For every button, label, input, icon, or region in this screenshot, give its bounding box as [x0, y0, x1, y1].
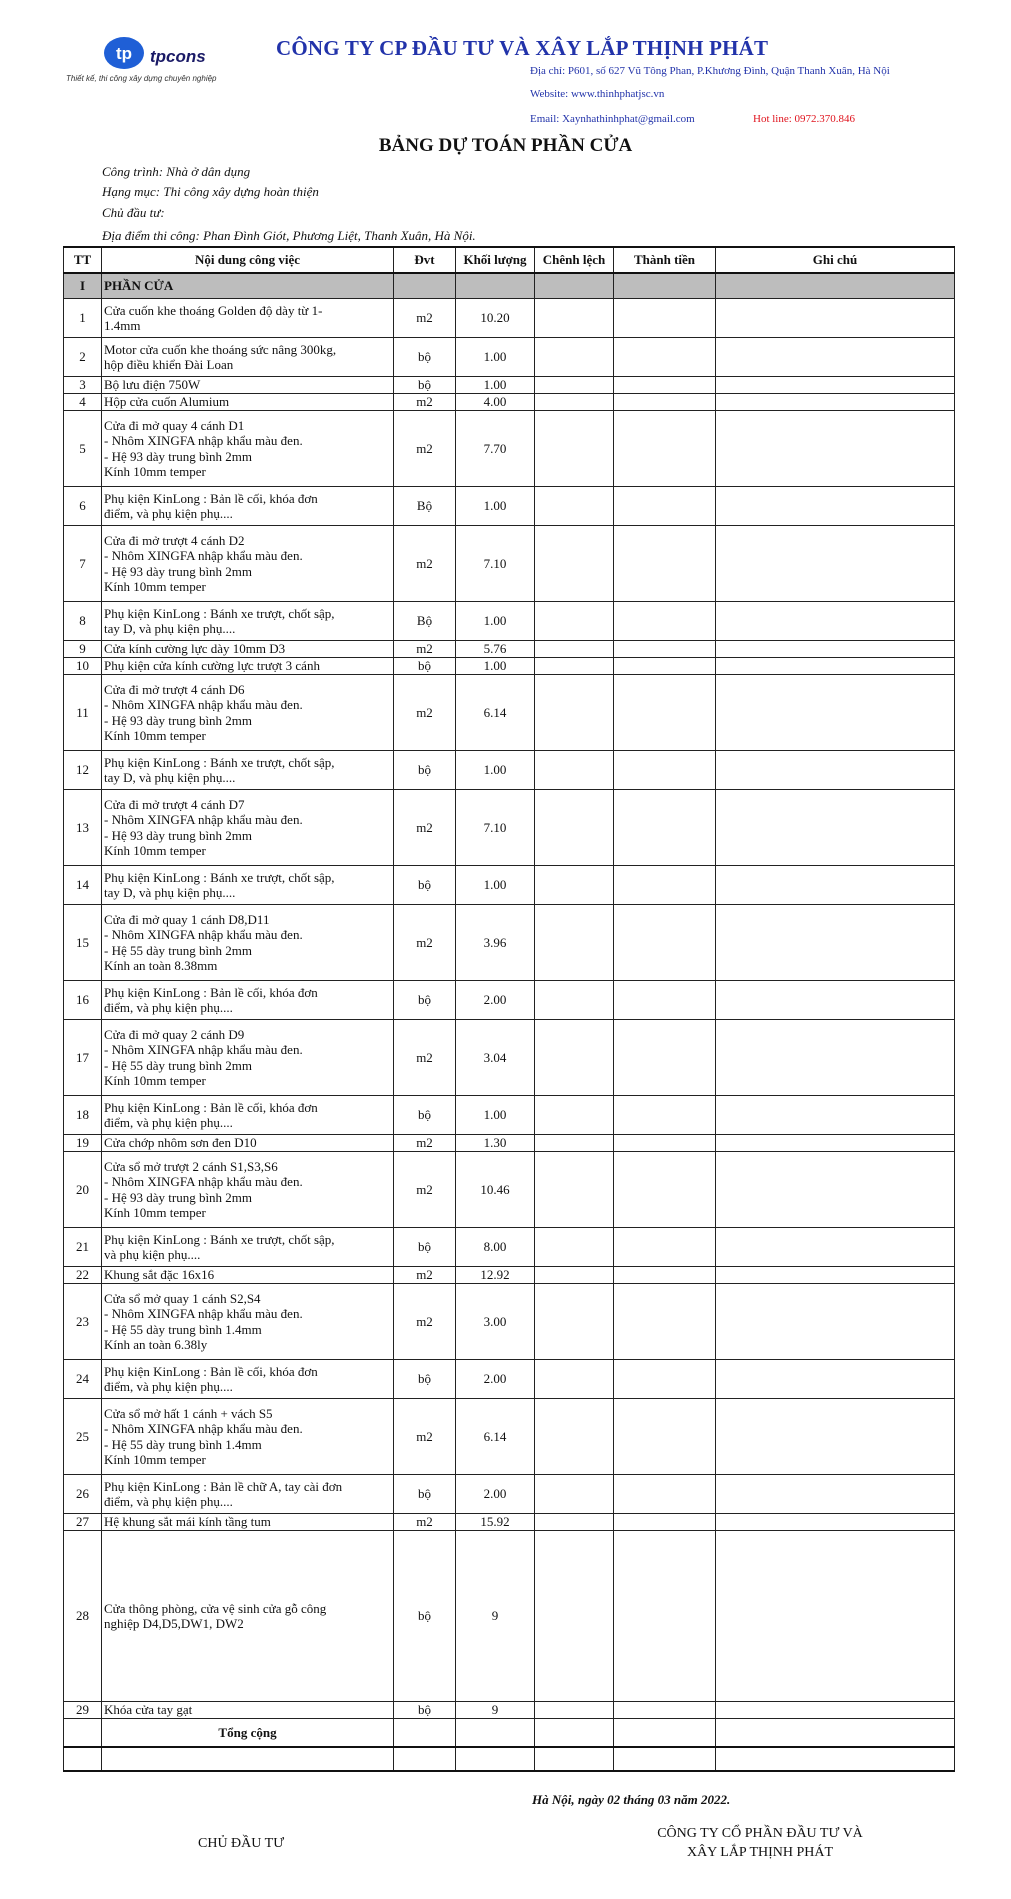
meta-owner: Chủ đầu tư:	[102, 205, 165, 220]
meta-location: Địa điểm thi công: Phan Đình Giót, Phương Liệt, Thanh Xuân, Hà Nội.	[102, 228, 476, 243]
col-header-notes: Ghi chú	[716, 247, 955, 273]
row-difference	[535, 1267, 614, 1284]
row-unit: bộ	[394, 658, 456, 675]
table-row	[64, 981, 955, 1020]
row-difference	[535, 981, 614, 1020]
row-quantity: 9	[456, 1531, 535, 1702]
meta-project: Công trình: Nhà ở dân dụng	[102, 164, 251, 179]
row-notes	[716, 1475, 955, 1514]
table-row	[64, 1475, 955, 1514]
row-number: 10	[64, 658, 102, 675]
svg-text:tp: tp	[115, 44, 133, 63]
row-unit: Bộ	[394, 602, 456, 641]
row-unit: m2	[394, 1020, 456, 1096]
row-notes	[716, 602, 955, 641]
row-difference	[535, 790, 614, 866]
section-row	[64, 273, 955, 299]
row-difference	[535, 1152, 614, 1228]
row-description: Cửa đi mở trượt 4 cánh D7 - Nhôm XINGFA nhập khẩu màu đen. - Hệ 93 dày trung bình 2mm Kính 10mm temper	[102, 790, 394, 866]
row-quantity: 5.76	[456, 641, 535, 658]
section-number: I	[64, 273, 102, 299]
row-notes	[716, 411, 955, 487]
row-description: Cửa cuốn khe thoáng Golden độ dày từ 1- 1.4mm	[102, 299, 394, 338]
row-amount	[614, 866, 716, 905]
row-amount	[614, 526, 716, 602]
row-unit: m2	[394, 411, 456, 487]
row-quantity: 1.00	[456, 866, 535, 905]
row-notes	[716, 299, 955, 338]
row-number: 21	[64, 1228, 102, 1267]
table-row	[64, 675, 955, 751]
row-amount	[614, 299, 716, 338]
row-quantity: 4.00	[456, 394, 535, 411]
row-unit: m2	[394, 1514, 456, 1531]
row-difference	[535, 1284, 614, 1360]
row-unit: bộ	[394, 338, 456, 377]
row-description: Hệ khung sắt mái kính tầng tum	[102, 1514, 394, 1531]
row-description: Cửa chớp nhôm sơn đen D10	[102, 1135, 394, 1152]
section-label: PHẦN CỬA	[102, 273, 394, 299]
col-header-qty: Khối lượng	[456, 247, 535, 273]
row-quantity: 12.92	[456, 1267, 535, 1284]
row-amount	[614, 377, 716, 394]
row-difference	[535, 602, 614, 641]
row-description: Khóa cửa tay gạt	[102, 1702, 394, 1719]
row-number: 12	[64, 751, 102, 790]
row-difference	[535, 866, 614, 905]
company-address: Địa chỉ: P601, số 627 Vũ Tông Phan, P.Khương Đình, Quận Thanh Xuân, Hà Nội	[530, 65, 890, 77]
row-number: 19	[64, 1135, 102, 1152]
row-description: Motor cửa cuốn khe thoáng sức nâng 300kg, hộp điều khiển Đài Loan	[102, 338, 394, 377]
row-notes	[716, 1020, 955, 1096]
company-signature-block	[640, 1824, 880, 1862]
row-unit: m2	[394, 641, 456, 658]
row-description: Phụ kiện KinLong : Bản lề cối, khóa đơn điểm, và phụ kiện phụ....	[102, 1096, 394, 1135]
row-number: 5	[64, 411, 102, 487]
row-unit: m2	[394, 299, 456, 338]
row-unit: bộ	[394, 377, 456, 394]
row-number: 23	[64, 1284, 102, 1360]
row-difference	[535, 641, 614, 658]
row-number: 2	[64, 338, 102, 377]
row-amount	[614, 1096, 716, 1135]
row-quantity: 1.30	[456, 1135, 535, 1152]
owner-signature-label: CHỦ ĐẦU TƯ	[198, 1836, 285, 1851]
row-difference	[535, 1135, 614, 1152]
row-notes	[716, 1399, 955, 1475]
table-row	[64, 338, 955, 377]
row-notes	[716, 866, 955, 905]
row-notes	[716, 1360, 955, 1399]
row-unit: m2	[394, 1284, 456, 1360]
row-amount	[614, 751, 716, 790]
table-row	[64, 790, 955, 866]
row-difference	[535, 338, 614, 377]
row-unit: m2	[394, 1267, 456, 1284]
col-header-tt: TT	[64, 247, 102, 273]
row-number: 24	[64, 1360, 102, 1399]
row-description: Khung sắt đặc 16x16	[102, 1267, 394, 1284]
row-notes	[716, 1228, 955, 1267]
row-description: Phụ kiện KinLong : Bánh xe trượt, chốt sập, tay D, và phụ kiện phụ....	[102, 751, 394, 790]
row-unit: m2	[394, 1152, 456, 1228]
row-amount	[614, 641, 716, 658]
row-number: 4	[64, 394, 102, 411]
row-quantity: 8.00	[456, 1228, 535, 1267]
row-number: 13	[64, 790, 102, 866]
row-quantity: 7.10	[456, 526, 535, 602]
row-amount	[614, 1267, 716, 1284]
row-quantity: 1.00	[456, 377, 535, 394]
row-difference	[535, 394, 614, 411]
estimate-table	[63, 246, 955, 1772]
row-amount	[614, 1531, 716, 1702]
row-amount	[614, 1514, 716, 1531]
row-amount	[614, 602, 716, 641]
row-difference	[535, 1360, 614, 1399]
row-amount	[614, 394, 716, 411]
row-quantity: 1.00	[456, 602, 535, 641]
row-description: Cửa sổ mở hất 1 cánh + vách S5 - Nhôm XINGFA nhập khẩu màu đen. - Hệ 55 dày trung bình 1.4mm Kính 10mm temper	[102, 1399, 394, 1475]
row-notes	[716, 641, 955, 658]
row-quantity: 2.00	[456, 1360, 535, 1399]
row-description: Phụ kiện KinLong : Bản lề cối, khóa đơn điểm, và phụ kiện phụ....	[102, 1360, 394, 1399]
row-unit: bộ	[394, 1096, 456, 1135]
row-description: Phụ kiện KinLong : Bản lề cối, khóa đơn điểm, và phụ kiện phụ....	[102, 981, 394, 1020]
document-title: BẢNG DỰ TOÁN PHẦN CỬA	[378, 135, 633, 156]
table-row	[64, 487, 955, 526]
row-quantity: 3.96	[456, 905, 535, 981]
table-row	[64, 1228, 955, 1267]
row-number: 15	[64, 905, 102, 981]
row-description: Cửa thông phòng, cửa vệ sinh cửa gỗ công nghiệp D4,D5,DW1, DW2	[102, 1531, 394, 1702]
table-row	[64, 1531, 955, 1702]
row-unit: bộ	[394, 1475, 456, 1514]
row-unit: m2	[394, 526, 456, 602]
row-unit: bộ	[394, 1531, 456, 1702]
row-notes	[716, 790, 955, 866]
row-number: 6	[64, 487, 102, 526]
row-difference	[535, 377, 614, 394]
total-label: Tổng cộng	[102, 1719, 394, 1748]
row-difference	[535, 1096, 614, 1135]
row-amount	[614, 905, 716, 981]
row-amount	[614, 1152, 716, 1228]
table-header-row	[64, 247, 955, 273]
row-amount	[614, 658, 716, 675]
row-notes	[716, 1152, 955, 1228]
row-unit: m2	[394, 905, 456, 981]
row-difference	[535, 526, 614, 602]
col-header-diff: Chênh lệch	[535, 247, 614, 273]
table-row	[64, 641, 955, 658]
company-sign-line2: XÂY LẮP THỊNH PHÁT	[686, 1845, 834, 1860]
table-row	[64, 1152, 955, 1228]
table-row	[64, 1135, 955, 1152]
row-unit: bộ	[394, 1228, 456, 1267]
row-description: Cửa sổ mở quay 1 cánh S2,S4 - Nhôm XINGFA nhập khẩu màu đen. - Hệ 55 dày trung bình 1.4mm Kính an toàn 6.38ly	[102, 1284, 394, 1360]
row-quantity: 15.92	[456, 1514, 535, 1531]
table-row	[64, 658, 955, 675]
row-description: Cửa đi mở trượt 4 cánh D6 - Nhôm XINGFA nhập khẩu màu đen. - Hệ 93 dày trung bình 2mm Kính 10mm temper	[102, 675, 394, 751]
row-description: Phụ kiện KinLong : Bánh xe trượt, chốt sập, tay D, và phụ kiện phụ....	[102, 602, 394, 641]
row-difference	[535, 1531, 614, 1702]
row-notes	[716, 1267, 955, 1284]
row-quantity: 2.00	[456, 1475, 535, 1514]
row-difference	[535, 675, 614, 751]
company-hotline: Hot line: 0972.370.846	[753, 113, 856, 125]
row-description: Cửa đi mở quay 2 cánh D9 - Nhôm XINGFA nhập khẩu màu đen. - Hệ 55 dày trung bình 2mm Kính 10mm temper	[102, 1020, 394, 1096]
row-difference	[535, 905, 614, 981]
row-number: 7	[64, 526, 102, 602]
row-notes	[716, 377, 955, 394]
row-amount	[614, 1702, 716, 1719]
total-row	[64, 1719, 955, 1748]
row-notes	[716, 658, 955, 675]
row-number: 8	[64, 602, 102, 641]
tp-logo-icon	[104, 36, 144, 70]
table-row	[64, 905, 955, 981]
row-notes	[716, 751, 955, 790]
row-quantity: 3.00	[456, 1284, 535, 1360]
row-description: Phụ kiện KinLong : Bản lề cối, khóa đơn điểm, và phụ kiện phụ....	[102, 487, 394, 526]
row-number: 20	[64, 1152, 102, 1228]
table-row	[64, 1360, 955, 1399]
row-notes	[716, 905, 955, 981]
col-header-desc: Nội dung công việc	[102, 247, 394, 273]
table-row	[64, 394, 955, 411]
table-row	[64, 526, 955, 602]
company-name: CÔNG TY CP ĐẦU TƯ VÀ XÂY LẮP THỊNH PHÁT	[276, 36, 769, 60]
table-row	[64, 1702, 955, 1719]
meta-category: Hạng mục: Thi công xây dựng hoàn thiện	[102, 184, 319, 199]
row-description: Phụ kiện KinLong : Bánh xe trượt, chốt sập, và phụ kiện phụ....	[102, 1228, 394, 1267]
row-unit: Bộ	[394, 487, 456, 526]
table-row	[64, 1267, 955, 1284]
row-quantity: 1.00	[456, 338, 535, 377]
company-website: Website: www.thinhphatjsc.vn	[530, 88, 665, 100]
row-description: Phụ kiện cửa kính cường lực trượt 3 cánh	[102, 658, 394, 675]
row-difference	[535, 1702, 614, 1719]
row-difference	[535, 1475, 614, 1514]
row-amount	[614, 1284, 716, 1360]
table-row	[64, 299, 955, 338]
row-amount	[614, 1135, 716, 1152]
row-quantity: 1.00	[456, 487, 535, 526]
row-difference	[535, 658, 614, 675]
row-notes	[716, 1531, 955, 1702]
col-header-amount: Thành tiền	[614, 247, 716, 273]
table-row	[64, 411, 955, 487]
row-description: Bộ lưu điện 750W	[102, 377, 394, 394]
row-amount	[614, 411, 716, 487]
row-difference	[535, 1514, 614, 1531]
row-notes	[716, 1284, 955, 1360]
table-row	[64, 602, 955, 641]
row-quantity: 1.00	[456, 751, 535, 790]
row-unit: m2	[394, 675, 456, 751]
table-row	[64, 751, 955, 790]
row-quantity: 9	[456, 1702, 535, 1719]
row-unit: bộ	[394, 751, 456, 790]
row-quantity: 6.14	[456, 675, 535, 751]
row-number: 27	[64, 1514, 102, 1531]
row-difference	[535, 751, 614, 790]
row-description: Hộp cửa cuốn Alumium	[102, 394, 394, 411]
row-number: 22	[64, 1267, 102, 1284]
row-amount	[614, 1360, 716, 1399]
row-quantity: 1.00	[456, 1096, 535, 1135]
row-number: 3	[64, 377, 102, 394]
row-unit: m2	[394, 1399, 456, 1475]
row-notes	[716, 1135, 955, 1152]
row-number: 26	[64, 1475, 102, 1514]
row-number: 29	[64, 1702, 102, 1719]
row-notes	[716, 1096, 955, 1135]
row-notes	[716, 981, 955, 1020]
row-amount	[614, 981, 716, 1020]
row-notes	[716, 526, 955, 602]
row-number: 18	[64, 1096, 102, 1135]
table-row	[64, 377, 955, 394]
table-row	[64, 866, 955, 905]
row-amount	[614, 1399, 716, 1475]
row-description: Cửa kính cường lực dày 10mm D3	[102, 641, 394, 658]
row-notes	[716, 394, 955, 411]
company-email: Email: Xaynhathinhphat@gmail.com	[530, 113, 695, 125]
row-amount	[614, 1228, 716, 1267]
row-amount	[614, 487, 716, 526]
row-quantity: 1.00	[456, 658, 535, 675]
row-description: Cửa đi mở quay 4 cánh D1 - Nhôm XINGFA nhập khẩu màu đen. - Hệ 93 dày trung bình 2mm Kính 10mm temper	[102, 411, 394, 487]
table-row	[64, 1096, 955, 1135]
row-notes	[716, 1702, 955, 1719]
row-unit: bộ	[394, 866, 456, 905]
row-number: 16	[64, 981, 102, 1020]
row-description: Cửa sổ mở trượt 2 cánh S1,S3,S6 - Nhôm XINGFA nhập khẩu màu đen. - Hệ 93 dày trung bình 2mm Kính 10mm temper	[102, 1152, 394, 1228]
row-notes	[716, 338, 955, 377]
row-unit: m2	[394, 790, 456, 866]
row-amount	[614, 338, 716, 377]
row-unit: bộ	[394, 981, 456, 1020]
row-number: 1	[64, 299, 102, 338]
row-amount	[614, 675, 716, 751]
logo-brand: tpcons	[150, 47, 206, 66]
row-quantity: 6.14	[456, 1399, 535, 1475]
col-header-unit: Đvt	[394, 247, 456, 273]
row-difference	[535, 487, 614, 526]
row-description: Phụ kiện KinLong : Bản lề chữ A, tay cài đơn điểm, và phụ kiện phụ....	[102, 1475, 394, 1514]
row-quantity: 3.04	[456, 1020, 535, 1096]
row-difference	[535, 411, 614, 487]
row-number: 9	[64, 641, 102, 658]
row-notes	[716, 675, 955, 751]
row-difference	[535, 299, 614, 338]
row-number: 28	[64, 1531, 102, 1702]
row-description: Cửa đi mở quay 1 cánh D8,D11 - Nhôm XINGFA nhập khẩu màu đen. - Hệ 55 dày trung bình 2mm Kính an toàn 8.38mm	[102, 905, 394, 981]
row-amount	[614, 1020, 716, 1096]
row-quantity: 2.00	[456, 981, 535, 1020]
row-difference	[535, 1020, 614, 1096]
row-notes	[716, 1514, 955, 1531]
row-unit: bộ	[394, 1360, 456, 1399]
row-quantity: 10.20	[456, 299, 535, 338]
logo-tagline: Thiết kế, thi công xây dựng chuyên nghiệp	[66, 74, 217, 83]
place-date: Hà Nội, ngày 02 tháng 03 năm 2022.	[532, 1792, 731, 1807]
row-number: 25	[64, 1399, 102, 1475]
row-number: 14	[64, 866, 102, 905]
row-unit: bộ	[394, 1702, 456, 1719]
table-row	[64, 1399, 955, 1475]
row-amount	[614, 1475, 716, 1514]
row-number: 11	[64, 675, 102, 751]
table-row	[64, 1020, 955, 1096]
row-quantity: 10.46	[456, 1152, 535, 1228]
company-sign-line1: CÔNG TY CỔ PHẦN ĐẦU TƯ VÀ	[657, 1826, 863, 1841]
company-logo	[62, 36, 262, 88]
table-row	[64, 1284, 955, 1360]
row-difference	[535, 1228, 614, 1267]
row-difference	[535, 1399, 614, 1475]
empty-row	[64, 1747, 955, 1771]
row-quantity: 7.70	[456, 411, 535, 487]
row-amount	[614, 790, 716, 866]
row-unit: m2	[394, 1135, 456, 1152]
row-description: Phụ kiện KinLong : Bánh xe trượt, chốt sập, tay D, và phụ kiện phụ....	[102, 866, 394, 905]
table-row	[64, 1514, 955, 1531]
row-number: 17	[64, 1020, 102, 1096]
row-notes	[716, 487, 955, 526]
row-description: Cửa đi mở trượt 4 cánh D2 - Nhôm XINGFA nhập khẩu màu đen. - Hệ 93 dày trung bình 2mm Kính 10mm temper	[102, 526, 394, 602]
row-quantity: 7.10	[456, 790, 535, 866]
row-unit: m2	[394, 394, 456, 411]
